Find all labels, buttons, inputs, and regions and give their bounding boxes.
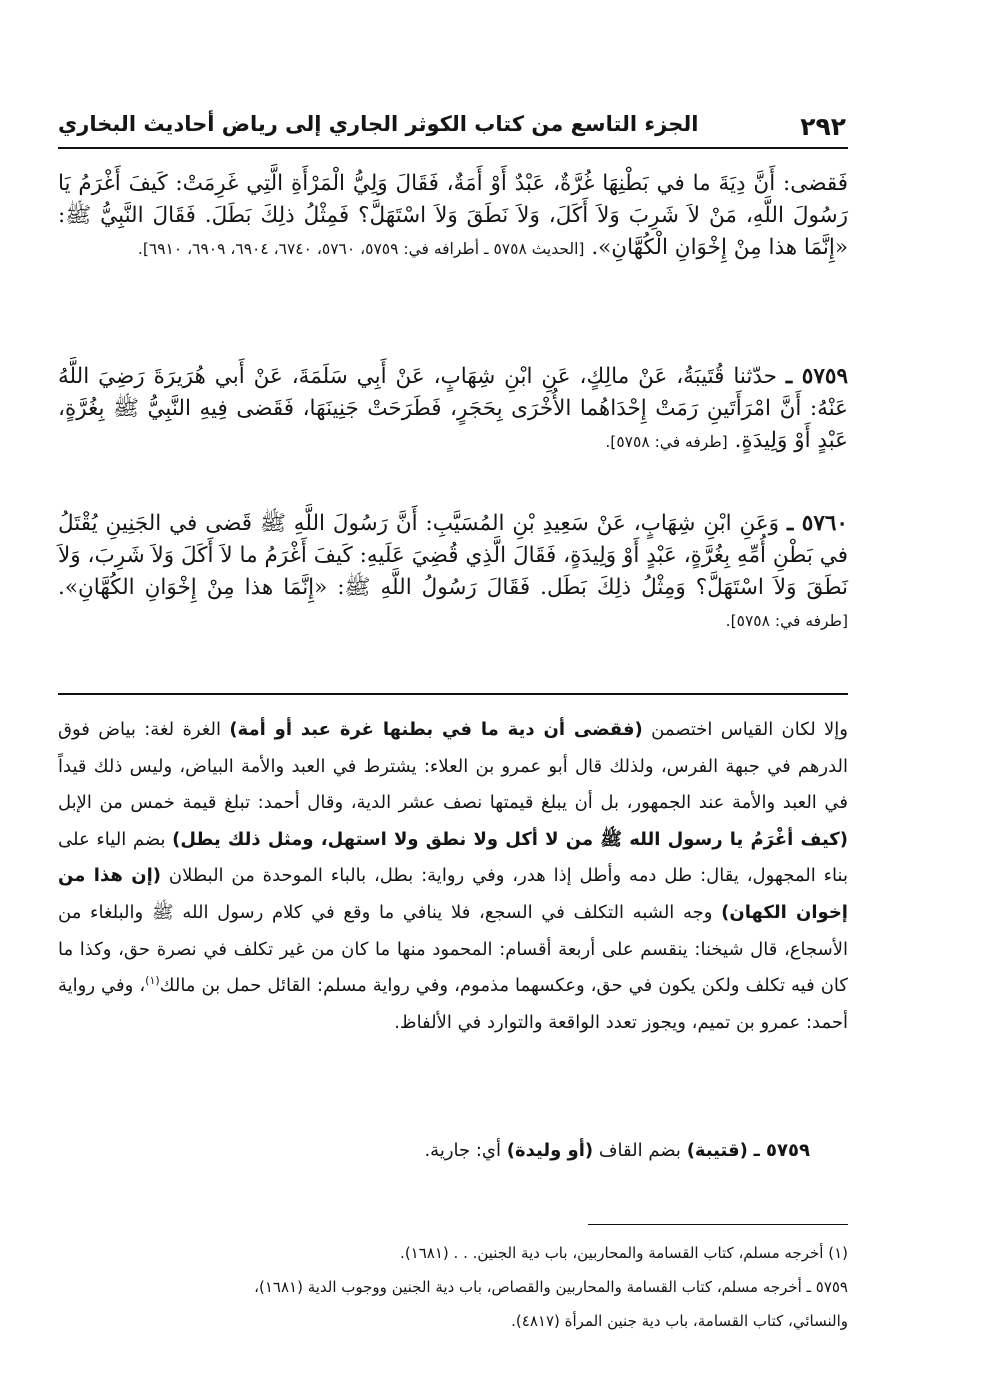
commentary — [58, 712, 848, 1041]
footnote-5759-cont: والنسائي، كتاب القسامة، باب دية جنين المرأة (٤٨١٧). — [511, 1312, 848, 1330]
commentary-text: أي: جارية. — [424, 1140, 502, 1161]
hadith-text: وَعَنِ ابْنِ شِهَابٍ، عَنْ سَعِيدِ بْنِ المُسَيَّبِ: أَنَّ رَسُولَ اللَّهِ ﷺ قَضى في الجَنِينِ يُقْتَلُ في بَطْنِ أُمِّهِ بِغُرَّةٍ، عَبْدٍ أَوْ وَلِيدَةٍ، فَقَالَ الَّذِي قُضِيَ عَلَيهِ: كَيفَ أَغْرَمُ ما لاَ أَكَلَ وَلاَ شَرِبَ، وَلاَ نَطَقَ وَلاَ اسْتَهَلَّ؟ وَمِثْلُ ذلِكَ بَطَل. فَقَالَ رَسُولُ اللَّهِ ﷺ: «إِنَّمَا هذا مِنْ إِخْوَانِ الكُهَّانِ». — [58, 511, 848, 600]
quoted-lemma: (أو وليدة) — [506, 1140, 594, 1161]
commentary-text: وجه الشبه التكلف في السجع، فلا ينافي ما وقع في كلام رسول الله ﷺ والبلغاء من الأسجاع، قال شيخنا: ينقسم على أربعة أقسام: المحمود منها ما كان من غير تكلف في نصرة حق، وكذا ما كان فيه تكلف ولكن يكون في حق، وعكسهما مذموم، وفي رواية مسلم: القائل حمل بن مالك — [58, 901, 848, 997]
hadith-reference: [طرفه في: ٥٧٥٨]. — [605, 433, 728, 451]
hadith-5758-continuation — [58, 168, 848, 265]
commentary-separator — [58, 693, 848, 695]
running-title: الجزء التاسع من كتاب الكوثر الجاري إلى رياض أحاديث البخاري — [58, 112, 699, 136]
page-number: ٢٩٢ — [800, 112, 846, 141]
hadith-reference: [طرفه في: ٥٧٥٨]. — [725, 612, 848, 630]
footnote-separator — [588, 1224, 848, 1225]
footnote-1: (١) أخرجه مسلم، كتاب القسامة والمحاربين، باب دية الجنين. . . (١٦٨١). — [400, 1244, 848, 1262]
hadith-reference: [الحديث ٥٧٥٨ ـ أطرافه في: ٥٧٥٩، ٥٧٦٠، ٦٧٤٠، ٦٩٠٤، ٦٩٠٩، ٦٩١٠]. — [137, 240, 585, 258]
footnotes — [58, 1236, 848, 1338]
hadith-text: فَقضى: أَنَّ دِيَةَ ما في بَطْنِهَا غُرَّةٌ، عَبْدٌ أَوْ أَمَةٌ، فَقَالَ وَلِيُّ الْمَرْأَةِ الَّتِي غَرِمَتْ: كَيفَ أَغْرَمُ يَا رَسُولَ اللَّهِ، مَنْ لاَ شَرِبَ وَلاَ أَكَلَ، وَلاَ نَطَقَ وَلاَ اسْتَهَلَّ؟ فَمِثْلُ ذلِكَ بَطَلَ. فَقَالَ النَّبِيُّ ﷺ: «إِنَّمَا هذا مِنْ إِخْوَانِ الْكُهَّانِ». — [58, 171, 848, 260]
footnote-5759: ٥٧٥٩ ـ أخرجه مسلم، كتاب القسامة والمحاربين والقصاص، باب دية الجنين ووجوب الدية (١٦٨١)، — [254, 1278, 848, 1296]
quoted-lemma: (كيف أغْرَمُ يا رسول الله ﷺ من لا أكل ولا نطق ولا استهل، ومثل ذلك يطل) — [172, 828, 848, 850]
quoted-lemma: (فقضى أن دية ما في بطنها غرة عبد أو أمة) — [229, 719, 643, 740]
quoted-lemma: (إن هذا من إخوان الكهان) — [58, 865, 848, 923]
page-header — [58, 106, 846, 146]
commentary-text: بضم القاف — [598, 1140, 681, 1161]
note-5759 — [58, 1136, 810, 1166]
footnote-marker: (١) — [145, 974, 160, 988]
commentary-paragraph — [58, 712, 848, 1041]
hadith-5760 — [58, 508, 848, 637]
hadith-5759 — [58, 361, 848, 458]
hadith-number: ٥٧٦٠ ـ — [786, 511, 848, 536]
commentary-text: ، وفي رواية أحمد: عمرو بن تميم، ويجوز تعدد الواقعة والتوارد في الألفاظ. — [58, 975, 848, 1033]
commentary-text: وإلا لكان القياس اختصمن — [651, 719, 848, 740]
hadith-text: حدّثنا قُتَيبَةُ، عَنْ مالِكٍ، عَنِ ابْنِ شِهَابٍ، عَنْ أَبِي سَلَمَةَ، عَنْ أَبي هُرَيرَةَ رَضِيَ اللَّهُ عَنْهُ: أَنَّ امْرَأَتَينِ رَمَتْ إِحْدَاهُما الأُخْرَى بِحَجَرٍ، فَطَرَحَتْ جَنِينَهَا، فَقَضى فِيهِ النَّبِيُّ ﷺ بِغُرَّةٍ، عَبْدٍ أَوْ وَلِيدَةٍ. — [58, 364, 848, 453]
quoted-lemma: (قتيبة) — [686, 1140, 748, 1161]
commentary-text: بضم الياء على بناء المجهول، يقال: طل دمه وأطل إذا هدر، وفي رواية: بطل، بالباء الموحدة من البطلان — [58, 828, 848, 887]
hadith-number: ٥٧٥٩ ـ — [785, 364, 848, 389]
note-number: ٥٧٥٩ ـ — [753, 1140, 810, 1161]
header-rule — [58, 147, 848, 149]
commentary-text: الغرة لغة: بياض فوق الدرهم في جبهة الفرس، ولذلك قال أبو عمرو بن العلاء: يشترط في العبد والأمة البياض، وليس ذلك قيداً في العبد والأمة عند الجمهور، بل أن يبلغ قيمتها نصف عشر الدية، وقال أحمد: تبلغ قيمة خمس من الإبل — [58, 719, 848, 814]
